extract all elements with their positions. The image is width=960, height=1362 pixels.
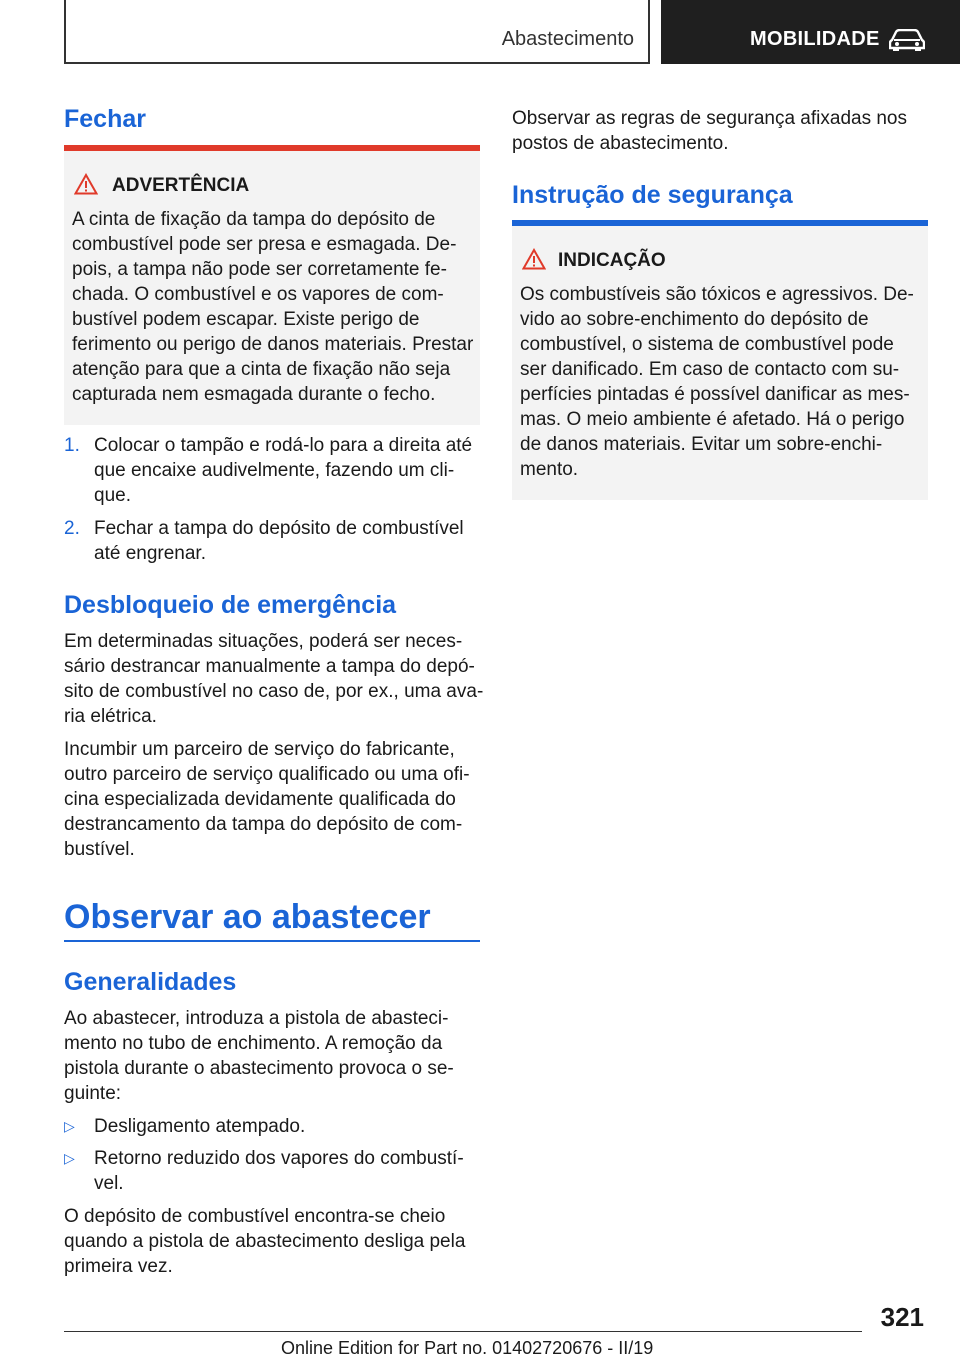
step-text: Colocar o tampão e rodá-lo para a direita até bbox=[94, 435, 473, 456]
general-text: O depósito de combustível encontra-se cheio bbox=[64, 1206, 446, 1227]
general-text: mento no tubo de enchimento. A remoção da bbox=[64, 1033, 443, 1054]
notice-line: ser danificado. Em caso de contacto com su- bbox=[520, 359, 900, 380]
notice-line: vido ao sobre-enchimento do depósito de bbox=[520, 309, 869, 330]
general-text: pistola durante o abastecimento provoca o se- bbox=[64, 1058, 454, 1079]
warning-line: A cinta de fixação da tampa do depósito de bbox=[72, 209, 436, 230]
heading-rule bbox=[64, 940, 480, 942]
notice-title: INDICAÇÃO bbox=[558, 250, 666, 271]
warning-line: atenção para que a cinta de fixação não seja bbox=[72, 359, 451, 380]
general-text: guinte: bbox=[64, 1083, 122, 1104]
emergency-text: sário destrancar manualmente a tampa do depó- bbox=[64, 656, 475, 677]
notice-line: mas. O meio ambiente é afetado. Há o perigo bbox=[520, 409, 905, 430]
notice-line: mento. bbox=[520, 459, 579, 480]
bullet-arrow-icon: ▷ bbox=[64, 1118, 75, 1134]
warning-line: capturada nem esmagada durante o fecho. bbox=[72, 384, 436, 405]
page-number: 321 bbox=[880, 1302, 924, 1332]
notice-line: perfícies pintadas é possível danificar as mes- bbox=[520, 384, 910, 405]
emergency-heading: Desbloqueio de emergência bbox=[64, 591, 397, 619]
footer-rule bbox=[64, 1331, 862, 1332]
running-header bbox=[64, 0, 650, 64]
intro-text: postos de abastecimento. bbox=[512, 133, 729, 154]
general-heading: Generalidades bbox=[64, 968, 237, 996]
warning-line: chada. O combustível e os vapores de com- bbox=[72, 284, 444, 305]
general-text: quando a pistola de abastecimento desliga pela bbox=[64, 1231, 466, 1252]
emergency-text: Incumbir um parceiro de serviço do fabricante, bbox=[64, 739, 455, 760]
bullet-text: Retorno reduzido dos vapores do combustí- bbox=[94, 1148, 464, 1169]
chapter-tab bbox=[661, 0, 960, 64]
bullet-arrow-icon: ▷ bbox=[64, 1150, 75, 1166]
warning-box bbox=[64, 151, 480, 425]
warning-line: combustível pode ser presa e esmagada. De- bbox=[72, 234, 457, 255]
general-text: Ao abastecer, introduza a pistola de abasteci- bbox=[64, 1008, 449, 1029]
observe-heading: Observar ao abastecer bbox=[64, 898, 431, 936]
step-number: 2. bbox=[64, 518, 80, 539]
warning-line: ferimento ou perigo de danos materiais. Prestar bbox=[72, 334, 474, 355]
step-text: que. bbox=[94, 485, 131, 506]
chapter-title: MOBILIDADE bbox=[750, 28, 880, 50]
warning-title: ADVERTÊNCIA bbox=[112, 175, 250, 196]
emergency-text: destrancamento da tampa do depósito de com- bbox=[64, 814, 463, 835]
emergency-text: ria elétrica. bbox=[64, 706, 157, 727]
bullet-text: vel. bbox=[94, 1173, 124, 1194]
warning-icon bbox=[522, 248, 546, 270]
step-text: até engrenar. bbox=[94, 543, 206, 564]
emergency-text: bustível. bbox=[64, 839, 135, 860]
car-icon bbox=[889, 29, 925, 51]
emergency-text: Em determinadas situações, poderá ser neces- bbox=[64, 631, 463, 652]
warning-line: pois, a tampa não pode ser corretamente fe- bbox=[72, 259, 447, 280]
emergency-text: outro parceiro de serviço qualificado ou uma ofi- bbox=[64, 764, 470, 785]
notice-line: Os combustíveis são tóxicos e agressivos. De- bbox=[520, 284, 914, 305]
close-heading: Fechar bbox=[64, 105, 146, 133]
step-text: Fechar a tampa do depósito de combustível bbox=[94, 518, 464, 539]
notice-line: combustível, o sistema de combustível pode bbox=[520, 334, 894, 355]
general-text: primeira vez. bbox=[64, 1256, 173, 1277]
emergency-text: cina especializada devidamente qualificada do bbox=[64, 789, 456, 810]
warning-line: bustível podem escapar. Existe perigo de bbox=[72, 309, 420, 330]
notice-box bbox=[512, 226, 928, 500]
intro-text: Observar as regras de segurança afixadas nos bbox=[512, 108, 907, 129]
emergency-text: sito de combustível no caso de, por ex., uma ava- bbox=[64, 681, 484, 702]
notice-line: de danos materiais. Evitar um sobre-enchi- bbox=[520, 434, 883, 455]
bullet-text: Desligamento atempado. bbox=[94, 1116, 306, 1137]
section-title: Abastecimento bbox=[501, 28, 634, 50]
step-number: 1. bbox=[64, 435, 80, 456]
footer-edition: Online Edition for Part no. 01402720676 - II/19 bbox=[281, 1338, 654, 1358]
safety-heading: Instrução de segurança bbox=[512, 181, 793, 209]
warning-icon bbox=[74, 173, 98, 195]
step-text: que encaixe audivelmente, fazendo um cli- bbox=[94, 460, 455, 481]
